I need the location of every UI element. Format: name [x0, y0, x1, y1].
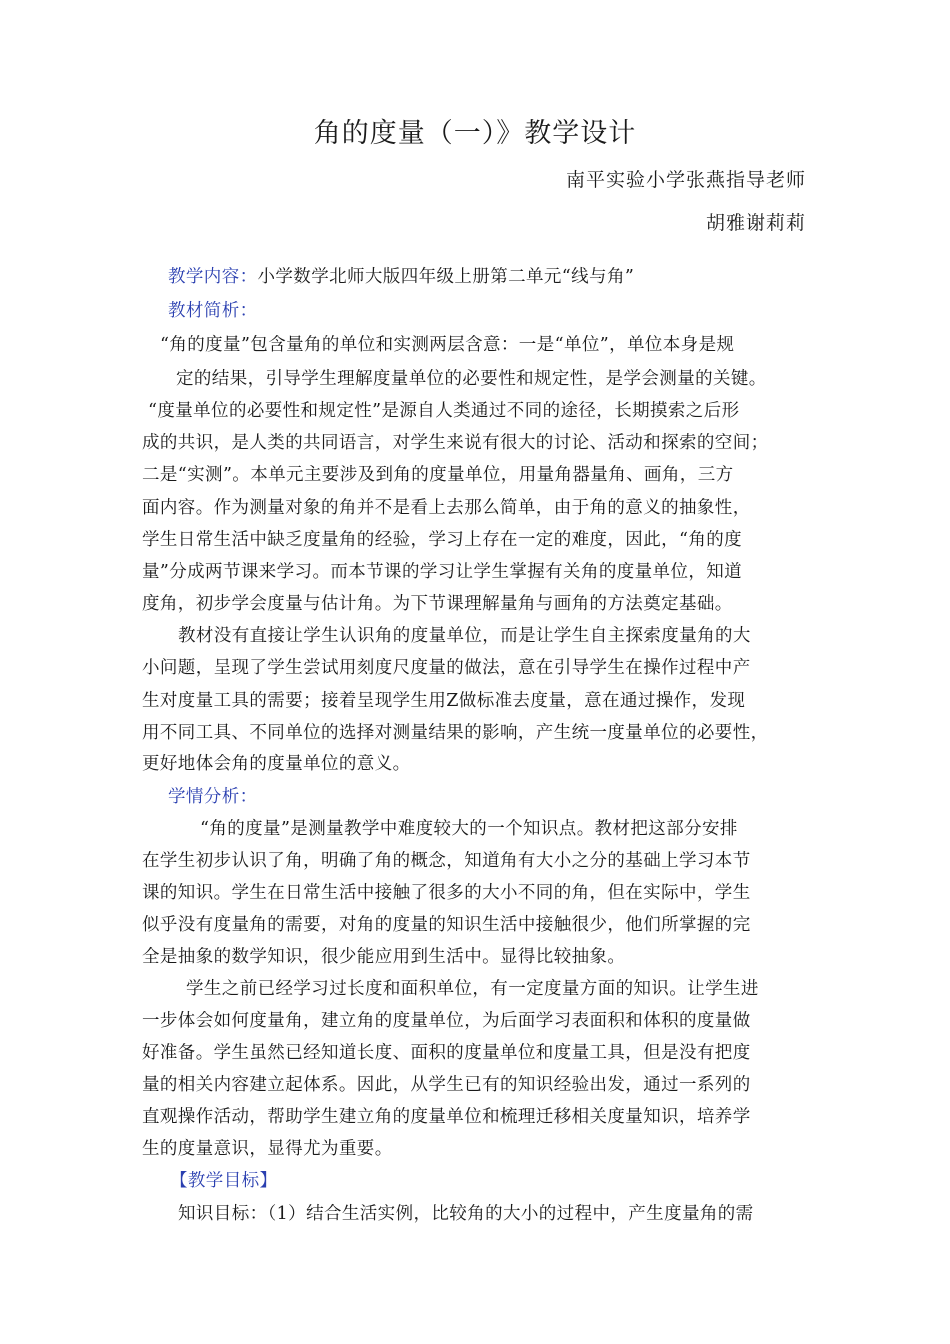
teaching-content-row	[168, 262, 848, 292]
paragraph-line: 度角，初步学会度量与估计角。为下节课理解量角与画角的方法奠定基础。	[142, 594, 733, 614]
document-title: 角的度量（一）》教学设计	[313, 118, 637, 149]
paragraph-line: 直观操作活动，帮助学生建立角的度量单位和梳理迁移相关度量知识，培养学	[142, 1107, 751, 1127]
paragraph-line: 用不同工具、不同单位的选择对测量结果的影响，产生统一度量单位的必要性，	[142, 723, 769, 743]
paragraph-line: 成的共识，是人类的共同语言，对学生来说有很大的讨论、活动和探索的空间；	[142, 433, 769, 453]
paragraph-line: 学生之前已经学习过长度和面积单位，有一定度量方面的知识。让学生进	[186, 979, 759, 999]
paragraph-line: 学生日常生活中缺乏度量角的经验，学习上存在一定的难度，因此，“角的度	[142, 530, 743, 550]
paragraph-line: 好准备。学生虽然已经知道长度、面积的度量单位和度量工具，但是没有把度	[142, 1043, 751, 1063]
paragraph-line: 一步体会如何度量角，建立角的度量单位，为后面学习表面积和体积的度量做	[142, 1011, 751, 1031]
teaching-content-value: 小学数学北师大版四年级上册第二单元“线与角”	[257, 267, 635, 287]
paragraph-line: 定的结果，引导学生理解度量单位的必要性和规定性，是学会测量的关键。	[176, 369, 767, 389]
paragraph-line: 全是抽象的数学知识，很少能应用到生活中。显得比较抽象。	[142, 947, 626, 967]
paragraph-line: 量”分成两节课来学习。而本节课的学习让学生掌握有关角的度量单位，知道	[142, 562, 743, 582]
paragraph-line: 二是“实测”。本单元主要涉及到角的度量单位，用量角器量角、画角，三方	[142, 465, 734, 485]
paragraph-line: 课的知识。学生在日常生活中接触了很多的大小不同的角，但在实际中，学生	[142, 883, 751, 903]
teaching-content-label: 教学内容：	[168, 267, 258, 287]
paragraph-line: 小问题，呈现了学生尝试用刻度尺度量的做法，意在引导学生在操作过程中产	[142, 658, 751, 678]
paragraph-line: “度量单位的必要性和规定性”是源自人类通过不同的途径，长期摸索之后形	[148, 401, 740, 421]
paragraph-line: 更好地体会角的度量单位的意义。	[142, 754, 411, 774]
learning-analysis-heading: 学情分析：	[168, 787, 258, 807]
paragraph-line: 似乎没有度量角的需要，对角的度量的知识生活中接触很少，他们所掌握的完	[142, 915, 751, 935]
paragraph-line: 面内容。作为测量对象的角并不是看上去那么简单，由于角的意义的抽象性，	[142, 498, 751, 518]
paragraph-line: 知识目标：（1）结合生活实例，比较角的大小的过程中，产生度量角的需	[178, 1204, 754, 1224]
paragraph-line: 生的度量意识，显得尤为重要。	[142, 1139, 393, 1159]
teaching-objectives-heading: 【教学目标】	[170, 1171, 278, 1191]
paragraph-line: “角的度量”是测量教学中难度较大的一个知识点。教材把这部分安排	[200, 819, 738, 839]
paragraph-line: “角的度量”包含量角的单位和实测两层含意：一是“单位”，单位本身是规	[160, 335, 735, 355]
textbook-analysis-heading: 教材简析：	[168, 301, 258, 321]
paragraph-line: 生对度量工具的需要；接着呈现学生用Z做标准去度量，意在通过操作，发现	[142, 691, 746, 711]
paragraph-line: 教材没有直接让学生认识角的度量单位，而是让学生自主探索度量角的大	[178, 626, 751, 646]
byline-school: 南平实验小学张燕指导老师	[565, 169, 806, 191]
byline-names: 胡雅谢莉莉	[705, 212, 806, 234]
paragraph-line: 在学生初步认识了角，明确了角的概念，知道角有大小之分的基础上学习本节	[142, 851, 751, 871]
paragraph-line: 量的相关内容建立起体系。因此，从学生已有的知识经验出发，通过一系列的	[142, 1075, 751, 1095]
